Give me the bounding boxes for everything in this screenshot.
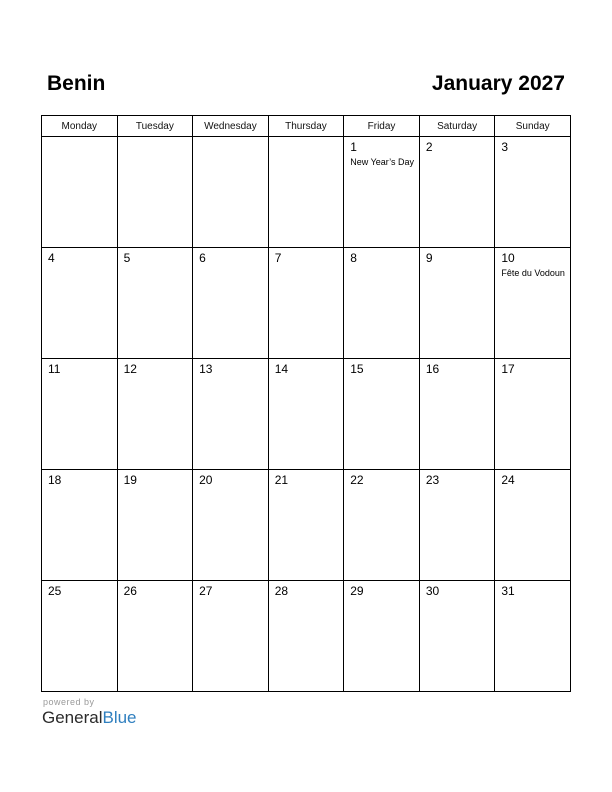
- day-cell: [344, 359, 420, 470]
- day-cell: [495, 581, 571, 692]
- weekday-header: Tuesday: [117, 116, 193, 137]
- day-number: 28: [274, 584, 289, 598]
- holiday-label: [495, 598, 570, 599]
- holiday-label: [420, 598, 495, 599]
- day-number: 30: [425, 584, 440, 598]
- holiday-label: [42, 487, 117, 488]
- day-number: 15: [350, 362, 364, 376]
- day-cell: [419, 248, 495, 359]
- day-number: 10: [501, 251, 515, 265]
- day-number: 24: [501, 473, 515, 487]
- country-title: Benin: [47, 72, 106, 95]
- week-row: [42, 137, 571, 248]
- holiday-label: [118, 598, 193, 599]
- day-cell: [42, 470, 118, 581]
- day-number: 2: [425, 140, 433, 154]
- day-cell: [117, 581, 193, 692]
- day-cell: [495, 470, 571, 581]
- holiday-label: [118, 265, 193, 266]
- weekday-header: Monday: [42, 116, 118, 137]
- day-cell: [268, 248, 344, 359]
- week-row: [42, 359, 571, 470]
- holiday-label: [495, 154, 570, 155]
- weekday-header: Friday: [344, 116, 420, 137]
- day-number: 5: [123, 251, 131, 265]
- day-number: 19: [123, 473, 137, 487]
- day-number: 25: [48, 584, 62, 598]
- holiday-label: [344, 376, 419, 377]
- calendar-grid: [41, 115, 571, 692]
- day-cell: [344, 137, 420, 248]
- holiday-label: [42, 598, 117, 599]
- day-cell: [419, 470, 495, 581]
- day-number: 14: [274, 362, 289, 376]
- weekday-header: Saturday: [419, 116, 495, 137]
- holiday-label: [495, 487, 570, 488]
- day-cell: [42, 581, 118, 692]
- day-cell: [344, 581, 420, 692]
- holiday-label: [344, 265, 419, 266]
- day-cell: [193, 581, 269, 692]
- holiday-label: [420, 154, 495, 155]
- day-cell: [495, 137, 571, 248]
- day-number: 8: [350, 251, 357, 265]
- holiday-label: [269, 376, 344, 377]
- week-row: [42, 248, 571, 359]
- holiday-label: [42, 265, 117, 266]
- holiday-label: [344, 598, 419, 599]
- day-cell: [419, 137, 495, 248]
- day-cell: [42, 248, 118, 359]
- weekday-header-row: [42, 116, 571, 137]
- holiday-label: [118, 140, 193, 141]
- week-row: [42, 470, 571, 581]
- day-cell: [193, 248, 269, 359]
- holiday-label: [193, 140, 268, 141]
- holiday-label: [42, 140, 117, 141]
- holiday-label: Fête du Vodoun: [501, 268, 565, 278]
- day-number: 16: [425, 362, 440, 376]
- day-number: 1: [350, 140, 357, 154]
- week-row: [42, 581, 571, 692]
- day-number: 3: [501, 140, 509, 154]
- holiday-label: [420, 265, 495, 266]
- day-number: 23: [425, 473, 440, 487]
- day-number: 7: [274, 251, 282, 265]
- holiday-label: [42, 376, 117, 377]
- day-cell: [117, 137, 193, 248]
- day-number: 6: [199, 251, 206, 265]
- holiday-label: New Year’s Day: [350, 157, 414, 167]
- day-number: 11: [48, 362, 61, 376]
- day-cell: [193, 137, 269, 248]
- holiday-label: [495, 376, 570, 377]
- generalblue-logo[interactable]: [42, 707, 137, 729]
- day-number: 21: [274, 473, 289, 487]
- holiday-label: [420, 376, 495, 377]
- day-cell: [419, 359, 495, 470]
- weekday-header: Sunday: [495, 116, 571, 137]
- day-cell: [268, 470, 344, 581]
- day-cell: [193, 359, 269, 470]
- brand-part-general: General: [42, 708, 103, 727]
- day-number: 9: [425, 251, 433, 265]
- day-number: 17: [501, 362, 515, 376]
- powered-by-label: powered by: [43, 697, 95, 707]
- brand-part-blue: Blue: [102, 708, 137, 727]
- weekday-header: Thursday: [268, 116, 344, 137]
- day-number: 29: [350, 584, 364, 598]
- day-cell: [117, 470, 193, 581]
- month-year-title: January 2027: [431, 72, 565, 95]
- holiday-label: [269, 598, 344, 599]
- day-cell: [495, 359, 571, 470]
- day-number: 4: [48, 251, 55, 265]
- holiday-label: [193, 487, 268, 488]
- day-number: 27: [199, 584, 213, 598]
- holiday-label: [420, 487, 495, 488]
- day-cell: [344, 248, 420, 359]
- day-cell: [268, 137, 344, 248]
- holiday-label: [344, 487, 419, 488]
- holiday-label: [118, 487, 193, 488]
- holiday-label: [269, 265, 344, 266]
- day-number: 18: [48, 473, 62, 487]
- holiday-label: [193, 598, 268, 599]
- holiday-label: [269, 140, 344, 141]
- weekday-header: Wednesday: [193, 116, 269, 137]
- day-cell: [419, 581, 495, 692]
- day-cell: [268, 581, 344, 692]
- holiday-label: [193, 265, 268, 266]
- day-cell: [42, 137, 118, 248]
- day-cell: [268, 359, 344, 470]
- day-cell: [42, 359, 118, 470]
- day-number: 20: [199, 473, 213, 487]
- day-number: 22: [350, 473, 364, 487]
- day-cell: [117, 248, 193, 359]
- holiday-label: [269, 487, 344, 488]
- day-number: 26: [123, 584, 137, 598]
- day-cell: [495, 248, 571, 359]
- day-number: 31: [501, 584, 515, 598]
- day-number: 12: [123, 362, 137, 376]
- holiday-label: [118, 376, 193, 377]
- day-cell: [344, 470, 420, 581]
- day-number: 13: [199, 362, 213, 376]
- day-cell: [193, 470, 269, 581]
- day-cell: [117, 359, 193, 470]
- holiday-label: [193, 376, 268, 377]
